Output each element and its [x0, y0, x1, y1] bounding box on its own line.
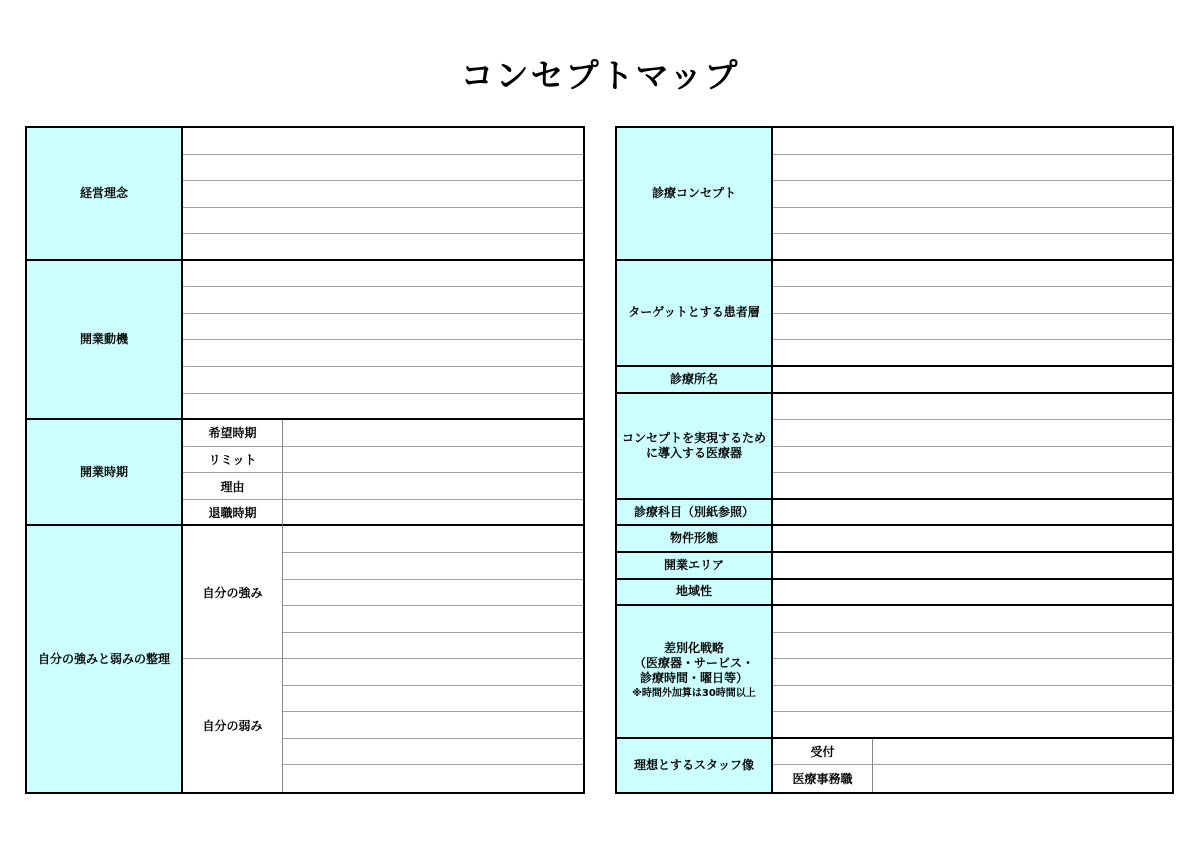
label-reception: 受付: [773, 739, 873, 766]
input-line[interactable]: [283, 580, 583, 607]
input-line[interactable]: [283, 712, 583, 739]
input-line[interactable]: [773, 128, 1172, 155]
header-diff-line3: 診療時間・曜日等）: [639, 671, 748, 686]
input-line[interactable]: [773, 394, 1172, 421]
label-limit: リミット: [183, 447, 283, 474]
header-diff-note: ※時間外加算は30時間以上: [632, 688, 756, 700]
page-title: コンセプトマップ: [460, 56, 740, 95]
header-differentiation: [617, 606, 773, 739]
input-line[interactable]: [773, 606, 1172, 633]
input-line[interactable]: [773, 340, 1172, 367]
input-reception[interactable]: [873, 739, 1172, 766]
input-line[interactable]: [773, 659, 1172, 686]
label-reason: 理由: [183, 473, 283, 500]
input-line[interactable]: [283, 606, 583, 633]
input-line[interactable]: [283, 686, 583, 713]
input-line[interactable]: [283, 553, 583, 580]
header-property-type: 物件形態: [617, 526, 773, 553]
header-clinic-name: 診療所名: [617, 367, 773, 394]
input-line[interactable]: [773, 155, 1172, 182]
input-property-type[interactable]: [773, 526, 1172, 553]
input-line[interactable]: [183, 208, 583, 235]
input-line[interactable]: [773, 633, 1172, 660]
input-line[interactable]: [773, 234, 1172, 261]
header-motivation: 開業動機: [27, 261, 183, 420]
input-line[interactable]: [773, 314, 1172, 341]
header-philosophy: 経営理念: [27, 128, 183, 261]
header-area: 開業エリア: [617, 553, 773, 580]
input-line[interactable]: [183, 314, 583, 341]
input-clinic-name[interactable]: [773, 367, 1172, 394]
input-line[interactable]: [283, 633, 583, 660]
left-form-table: [25, 126, 585, 794]
header-target-patients: ターゲットとする患者層: [617, 261, 773, 367]
header-equipment: [617, 394, 773, 500]
input-line[interactable]: [773, 447, 1172, 474]
input-retirement-time[interactable]: [283, 500, 583, 527]
input-desired-time[interactable]: [283, 420, 583, 447]
input-locality[interactable]: [773, 580, 1172, 607]
header-equipment-line1: コンセプトを実現するため: [621, 430, 766, 445]
header-medical-concept: 診療コンセプト: [617, 128, 773, 261]
input-line[interactable]: [183, 261, 583, 288]
input-area[interactable]: [773, 553, 1172, 580]
label-desired-time: 希望時期: [183, 420, 283, 447]
input-reason[interactable]: [283, 473, 583, 500]
header-diff-line2: （医療器・サービス・: [633, 656, 754, 671]
header-diff-line1: 差別化戦略: [663, 641, 724, 656]
input-line[interactable]: [283, 659, 583, 686]
input-limit[interactable]: [283, 447, 583, 474]
header-strengths-weaknesses: 自分の強みと弱みの整理: [27, 526, 183, 792]
input-line[interactable]: [773, 686, 1172, 713]
input-line[interactable]: [283, 765, 583, 792]
input-line[interactable]: [773, 208, 1172, 235]
header-locality: 地域性: [617, 580, 773, 607]
input-line[interactable]: [183, 367, 583, 394]
input-line[interactable]: [183, 340, 583, 367]
input-line[interactable]: [773, 712, 1172, 739]
header-timing: 開業時期: [27, 420, 183, 526]
input-line[interactable]: [773, 287, 1172, 314]
input-line[interactable]: [183, 181, 583, 208]
input-line[interactable]: [773, 261, 1172, 288]
input-line[interactable]: [773, 473, 1172, 500]
input-line[interactable]: [773, 181, 1172, 208]
input-line[interactable]: [773, 420, 1172, 447]
right-form-table: [615, 126, 1174, 794]
header-staff: 理想とするスタッフ像: [617, 739, 773, 792]
label-weaknesses: 自分の弱み: [183, 659, 283, 792]
input-line[interactable]: [183, 394, 583, 421]
input-line[interactable]: [183, 287, 583, 314]
input-departments[interactable]: [773, 500, 1172, 527]
header-departments: 診療科目（別紙参照）: [617, 500, 773, 527]
input-line[interactable]: [183, 234, 583, 261]
input-line[interactable]: [283, 739, 583, 766]
label-retirement-time: 退職時期: [183, 500, 283, 527]
input-medical-clerk[interactable]: [873, 765, 1172, 792]
label-strengths: 自分の強み: [183, 526, 283, 659]
input-line[interactable]: [183, 155, 583, 182]
header-equipment-line2: に導入する医療器: [645, 445, 742, 460]
input-line[interactable]: [283, 526, 583, 553]
label-medical-clerk: 医療事務職: [773, 765, 873, 792]
input-line[interactable]: [183, 128, 583, 155]
